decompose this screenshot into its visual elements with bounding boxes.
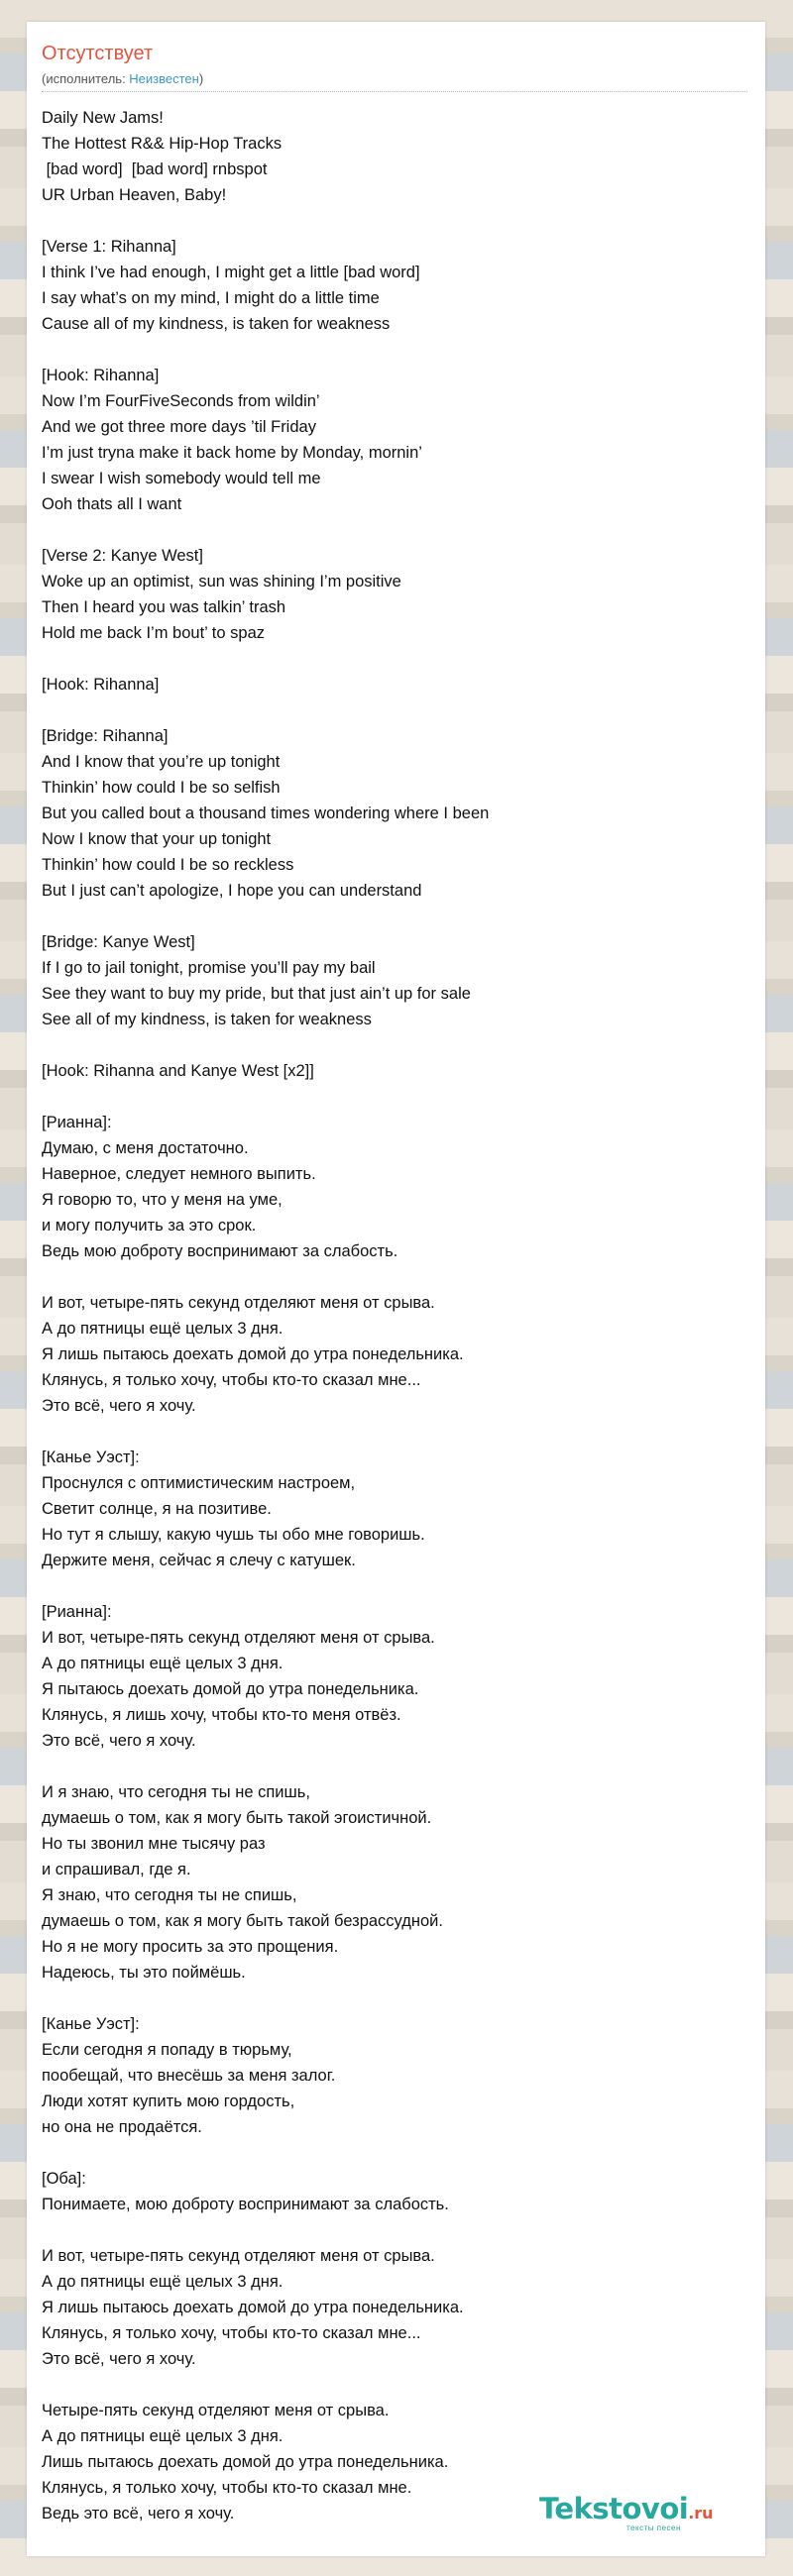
lyric-line: Клянусь, я только хочу, чтобы кто-то сказал мне... [42,2324,421,2342]
lyric-line: Но ты звонил мне тысячу раз [42,1835,266,1853]
lyric-line: [Рианна]: [42,1114,112,1131]
blank-line [42,1986,747,2011]
lyric-line: пообещай, что внесёшь за меня залог. [42,2067,336,2085]
lyric-line: I swear I wish somebody would tell me [42,470,321,487]
lyric-line: The Hottest R&& Hip-Hop Tracks [42,135,283,153]
lyric-line: И я знаю, что сегодня ты не спишь, [42,1783,310,1801]
lyric-line: Ведь это всё, чего я хочу. [42,2505,235,2522]
lyric-line: Люди хотят купить мою гордость, [42,2093,295,2110]
lyric-line: [Канье Уэст]: [42,1449,140,1466]
lyrics-card [27,22,765,2556]
lyric-line: Светит солнце, я на позитиве. [42,1500,272,1518]
lyric-line: Держите меня, сейчас я слечу с катушек. [42,1552,356,1569]
lyric-line: [Bridge: Rihanna] [42,727,169,745]
lyric-line: А до пятницы ещё целых 3 дня. [42,2427,283,2445]
lyric-line: But I just can’t apologize, I hope you can understand [42,882,422,900]
artist-suffix: ) [198,71,204,86]
lyric-line: Я лишь пытаюсь доехать домой до утра понедельника. [42,1345,464,1363]
song-title: Отсутствует [42,43,154,64]
blank-line [42,1264,747,1290]
lyric-line: Проснулся с оптимистическим настроем, [42,1474,356,1492]
blank-line [42,1573,747,1599]
lyric-line: Понимаете, мою доброту воспринимают за слабость. [42,2196,449,2213]
lyric-line: И вот, четыре-пять секунд отделяют меня от срыва. [42,2247,435,2265]
lyric-line: А до пятницы ещё целых 3 дня. [42,1655,283,1672]
lyric-line: но она не продаётся. [42,2118,202,2136]
lyric-line: I say what’s on my mind, I might do a little time [42,289,380,307]
lyric-line: Это всё, чего я хочу. [42,1732,196,1750]
blank-line [42,2372,747,2398]
lyric-line: Клянусь, я лишь хочу, чтобы кто-то меня отвёз. [42,1706,401,1724]
lyric-line: [Verse 1: Rihanna] [42,238,176,256]
lyrics-text [42,105,747,2526]
lyric-line: If I go to jail tonight, promise you’ll pay my bail [42,959,376,977]
lyric-line: Это всё, чего я хочу. [42,1397,196,1415]
blank-line [42,1754,747,1779]
lyric-line: и могу получить за это срок. [42,1217,257,1234]
lyric-line: Думаю, с меня достаточно. [42,1139,249,1157]
lyric-line: Клянусь, я только хочу, чтобы кто-то сказал мне... [42,1371,421,1389]
lyric-line: И вот, четыре-пять секунд отделяют меня от срыва. [42,1629,435,1647]
lyric-line: [Hook: Rihanna and Kanye West [x2]] [42,1062,314,1080]
lyric-line: [Hook: Rihanna] [42,367,160,384]
blank-line [42,1032,747,1058]
lyric-line: Hold me back I’m bout’ to spaz [42,624,265,642]
lyric-line: Thinkin’ how could I be so reckless [42,856,294,874]
lyric-line: See all of my kindness, is taken for weakness [42,1011,372,1028]
lyric-line: And I know that you’re up tonight [42,753,281,771]
blank-line [42,517,747,543]
lyric-line: Если сегодня я попаду в тюрьму, [42,2041,292,2059]
lyric-line: Я знаю, что сегодня ты не спишь, [42,1886,297,1904]
lyric-line: And we got three more days ’til Friday [42,418,316,436]
lyric-line: Но я не могу просить за это прощения. [42,1938,339,1956]
blank-line [42,646,747,672]
blank-line [42,904,747,929]
lyric-line: Это всё, чего я хочу. [42,2350,196,2368]
lyric-line: А до пятницы ещё целых 3 дня. [42,1320,283,1338]
lyric-line: думаешь о том, как я могу быть такой безрассудной. [42,1912,443,1930]
site-watermark[interactable] [539,2493,730,2532]
blank-line [42,698,747,723]
lyric-line: I’m just tryna make it back home by Monday, mornin’ [42,444,422,462]
lyric-line: [Hook: Rihanna] [42,676,160,694]
lyric-line: Then I heard you was talkin’ trash [42,598,286,616]
blank-line [42,208,747,234]
header-divider [42,91,747,92]
lyric-line: But you called bout a thousand times wondering where I been [42,805,490,822]
watermark-tld: .ru [688,2504,714,2522]
lyric-line: UR Urban Heaven, Baby! [42,186,227,204]
lyric-line: И вот, четыре-пять секунд отделяют меня от срыва. [42,1294,435,1312]
blank-line [42,1084,747,1110]
lyric-line: Ooh thats all I want [42,495,182,513]
lyric-line: Woke up an optimist, sun was shining I’m positive [42,573,401,590]
lyric-line: [Канье Уэст]: [42,2015,140,2033]
watermark-brand: Tekstovoi [539,2492,689,2525]
lyric-line: [Рианна]: [42,1603,112,1621]
lyric-line: Надеюсь, ты это поймёшь. [42,1964,246,1982]
lyric-line: думаешь о том, как я могу быть такой эгоистичной. [42,1809,432,1827]
lyric-line: Thinkin’ how could I be so selfish [42,779,281,797]
lyric-line: и спрашивал, где я. [42,1861,191,1878]
lyric-line: Я пытаюсь доехать домой до утра понедельника. [42,1680,419,1698]
lyric-line: А до пятницы ещё целых 3 дня. [42,2273,283,2291]
watermark-tagline: тексты песен [626,2523,681,2532]
lyric-line: Daily New Jams! [42,109,164,127]
artist-line [42,71,203,86]
blank-line [42,2140,747,2166]
blank-line [42,337,747,363]
blank-line [42,1419,747,1445]
lyric-line: Но тут я слышу, какую чушь ты обо мне говоришь. [42,1526,425,1544]
blank-line [42,2217,747,2243]
lyric-line: [Bridge: Kanye West] [42,933,195,951]
lyric-line: [bad word] [bad word] rnbspot [42,161,268,178]
lyric-line: Четыре-пять секунд отделяют меня от срыва. [42,2402,390,2419]
lyric-line: [Verse 2: Kanye West] [42,547,203,565]
lyric-line: Cause all of my kindness, is taken for weakness [42,315,391,333]
artist-prefix: (исполнитель: [42,71,130,86]
lyric-line: Клянусь, я только хочу, чтобы кто-то сказал мне. [42,2479,412,2497]
lyric-line: Я лишь пытаюсь доехать домой до утра понедельника. [42,2299,464,2316]
lyric-line: [Оба]: [42,2170,86,2188]
lyric-line: Now I’m FourFiveSeconds from wildin’ [42,392,320,410]
artist-link[interactable]: Неизвестен [129,71,199,86]
lyric-line: Now I know that your up tonight [42,830,272,848]
lyric-line: I think I’ve had enough, I might get a little [bad word] [42,264,420,281]
lyric-line: Лишь пытаюсь доехать домой до утра понедельника. [42,2453,449,2471]
lyric-line: Я говорю то, что у меня на уме, [42,1191,283,1209]
lyric-line: Наверное, следует немного выпить. [42,1165,316,1183]
lyric-line: See they want to buy my pride, but that just ain’t up for sale [42,985,471,1003]
lyric-line: Ведь мою доброту воспринимают за слабость. [42,1242,398,1260]
